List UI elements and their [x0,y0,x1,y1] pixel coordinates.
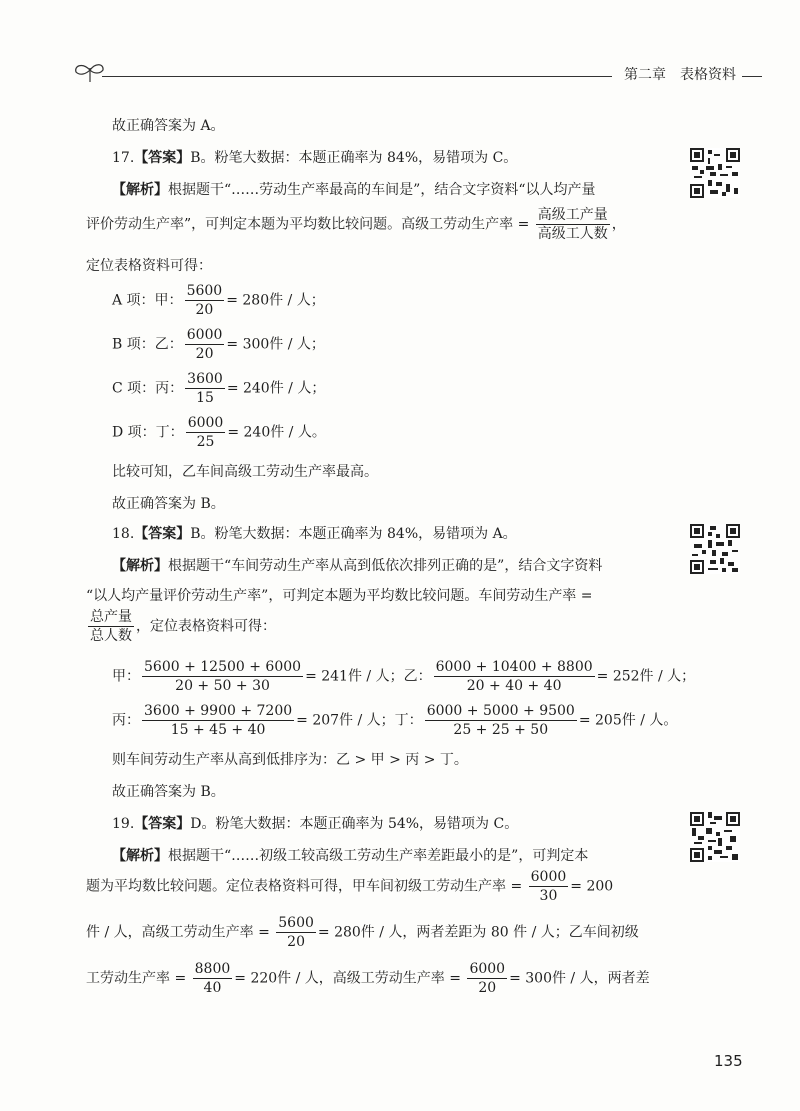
sprout-logo-icon [72,58,108,84]
fraction [425,702,577,739]
text: ， [611,216,626,233]
denominator: 总人数 [90,628,132,644]
result: = 241件 / 人；乙： [305,668,432,685]
fraction [186,414,226,451]
q19-answer-line [112,814,518,834]
qr-code-icon [690,148,740,198]
analysis-label: 【解析】 [112,558,168,574]
answer-text: B。粉笔大数据：本题正确率为 84%，易错项为 C。 [190,150,518,166]
question-number: 19. [112,816,135,832]
label: 甲： [112,668,140,685]
q18-answer-line [112,524,517,544]
numerator: 3600 + 9900 + 7200 [144,703,293,719]
answer-text: B。粉笔大数据：本题正确率为 84%，易错项为 A。 [190,526,517,542]
header-rule-left [102,76,612,77]
qr-code-icon [690,812,740,862]
analysis-text: 根据题干“……初级工较高级工劳动生产率差距最小的是”，可判定本 [168,848,589,864]
fraction [185,326,225,363]
text: 件 / 人，高级工劳动生产率 = [86,924,270,941]
denominator: 25 + 25 + 50 [453,722,549,738]
denominator: 15 [196,390,214,406]
text-line: “以人均产量评价劳动生产率”，可判定本题为平均数比较问题。车间劳动生产率 = [86,588,593,604]
denominator: 15 + 45 + 40 [170,722,266,738]
numerator: 高级工产量 [537,207,608,223]
fraction [185,370,225,407]
result: = 207件 / 人；丁： [296,712,423,729]
q17-option-a [112,282,325,319]
text: = 280件 / 人，两者差距为 80 件 / 人；乙车间初级 [317,924,639,941]
fraction [142,658,303,695]
numerator: 6000 + 5000 + 9500 [426,703,575,719]
answer-label: 【答案】 [134,816,191,832]
text: = 220件 / 人，高级工劳动生产率 = [234,970,461,987]
text: 题为平均数比较问题。定位表格资料可得，甲车间初级工劳动生产率 = [86,878,523,895]
question-number: 17. [112,150,135,166]
q17-option-b [112,326,325,363]
q17-option-d [112,414,326,451]
fraction [185,282,225,319]
q19-formula-line-2 [86,914,639,951]
q17-option-c [112,370,325,407]
numerator: 6000 [530,869,567,885]
analysis-text: 根据题干“……劳动生产率最高的车间是”，结合文字资料“以人均产量 [168,182,596,198]
result: = 205件 / 人。 [578,712,678,729]
result: = 252件 / 人； [596,668,696,685]
text: 评价劳动生产率”，可判定本题为平均数比较问题。高级工劳动生产率 = [86,216,530,233]
denominator: 20 + 40 + 40 [466,678,562,694]
fraction [536,206,610,243]
fraction [193,960,233,997]
numerator: 3600 [187,371,223,387]
result: = 280件 / 人； [226,292,325,309]
fraction [467,960,507,997]
qr-code-17[interactable] [690,148,740,198]
numerator: 5600 + 12500 + 6000 [144,659,302,675]
qr-code-19[interactable] [690,812,740,862]
running-header [72,58,762,88]
text-line: 故正确答案为 B。 [112,784,225,800]
q18-calc-line-2 [112,702,677,739]
numerator: 5600 [278,915,314,931]
question-number: 18. [112,526,135,542]
q18-calc-line-1 [112,658,695,695]
fraction [276,914,316,951]
numerator: 6000 [187,415,224,431]
analysis-text: 根据题干“车间劳动生产率从高到低依次排列正确的是”，结合文字资料 [168,558,603,574]
section-title: 表格资料 [680,67,736,83]
numerator: 6000 [469,961,506,977]
denominator: 高级工人数 [537,226,608,242]
numerator: 5600 [186,283,223,299]
numerator: 6000 + 10400 + 8800 [435,659,593,675]
result: = 240件 / 人； [226,380,326,397]
denominator: 20 + 50 + 30 [175,678,270,694]
analysis-label: 【解析】 [112,848,168,864]
text: 工劳动生产率 = [86,970,187,987]
denominator: 20 [478,980,497,996]
denominator: 20 [195,302,214,318]
text: = 300件 / 人，两者差 [509,970,650,987]
option-label: A 项：甲： [112,292,183,309]
label: 丙： [112,712,140,729]
analysis-label: 【解析】 [112,182,168,198]
numerator: 8800 [194,961,231,977]
qr-code-icon [690,524,740,574]
text-line: 比较可知，乙车间高级工劳动生产率最高。 [112,464,378,480]
q19-formula-line-3 [86,960,650,997]
text: ，定位表格资料可得： [136,618,276,635]
text-line: 故正确答案为 A。 [112,118,225,134]
q19-formula-line-1 [86,868,613,905]
text-line: 定位表格资料可得： [86,258,212,274]
denominator: 20 [287,934,305,950]
option-label: C 项：丙： [112,380,184,397]
q17-answer-line [112,148,517,168]
text: = 200 [570,878,614,895]
text-line: 则车间劳动生产率从高到低排序为：乙 > 甲 > 丙 > 丁。 [112,752,468,768]
chapter-title: 第二章 [624,67,666,83]
q19-analysis-line [112,846,588,866]
q18-analysis-line [112,556,602,576]
fraction [142,702,294,739]
numerator: 总产量 [90,609,132,625]
denominator: 25 [196,434,215,450]
answer-label: 【答案】 [134,150,191,166]
q18-formula-line [86,608,276,645]
numerator: 6000 [186,327,223,343]
option-label: B 项：乙： [112,336,183,353]
denominator: 20 [195,346,214,362]
q17-analysis-line [112,180,595,200]
result: = 300件 / 人； [226,336,325,353]
header-rule-right [742,76,762,77]
answer-label: 【答案】 [134,526,191,542]
fraction [434,658,595,695]
denominator: 40 [203,980,222,996]
fraction [88,608,134,645]
q17-formula-line [86,206,626,243]
result: = 240件 / 人。 [227,424,326,441]
page-number: 135 [714,1052,743,1070]
denominator: 30 [539,888,558,904]
option-label: D 项：丁： [112,424,184,441]
answer-text: D。粉笔大数据：本题正确率为 54%，易错项为 C。 [190,816,519,832]
fraction [529,868,569,905]
text-line: 故正确答案为 B。 [112,496,225,512]
qr-code-18[interactable] [690,524,740,574]
